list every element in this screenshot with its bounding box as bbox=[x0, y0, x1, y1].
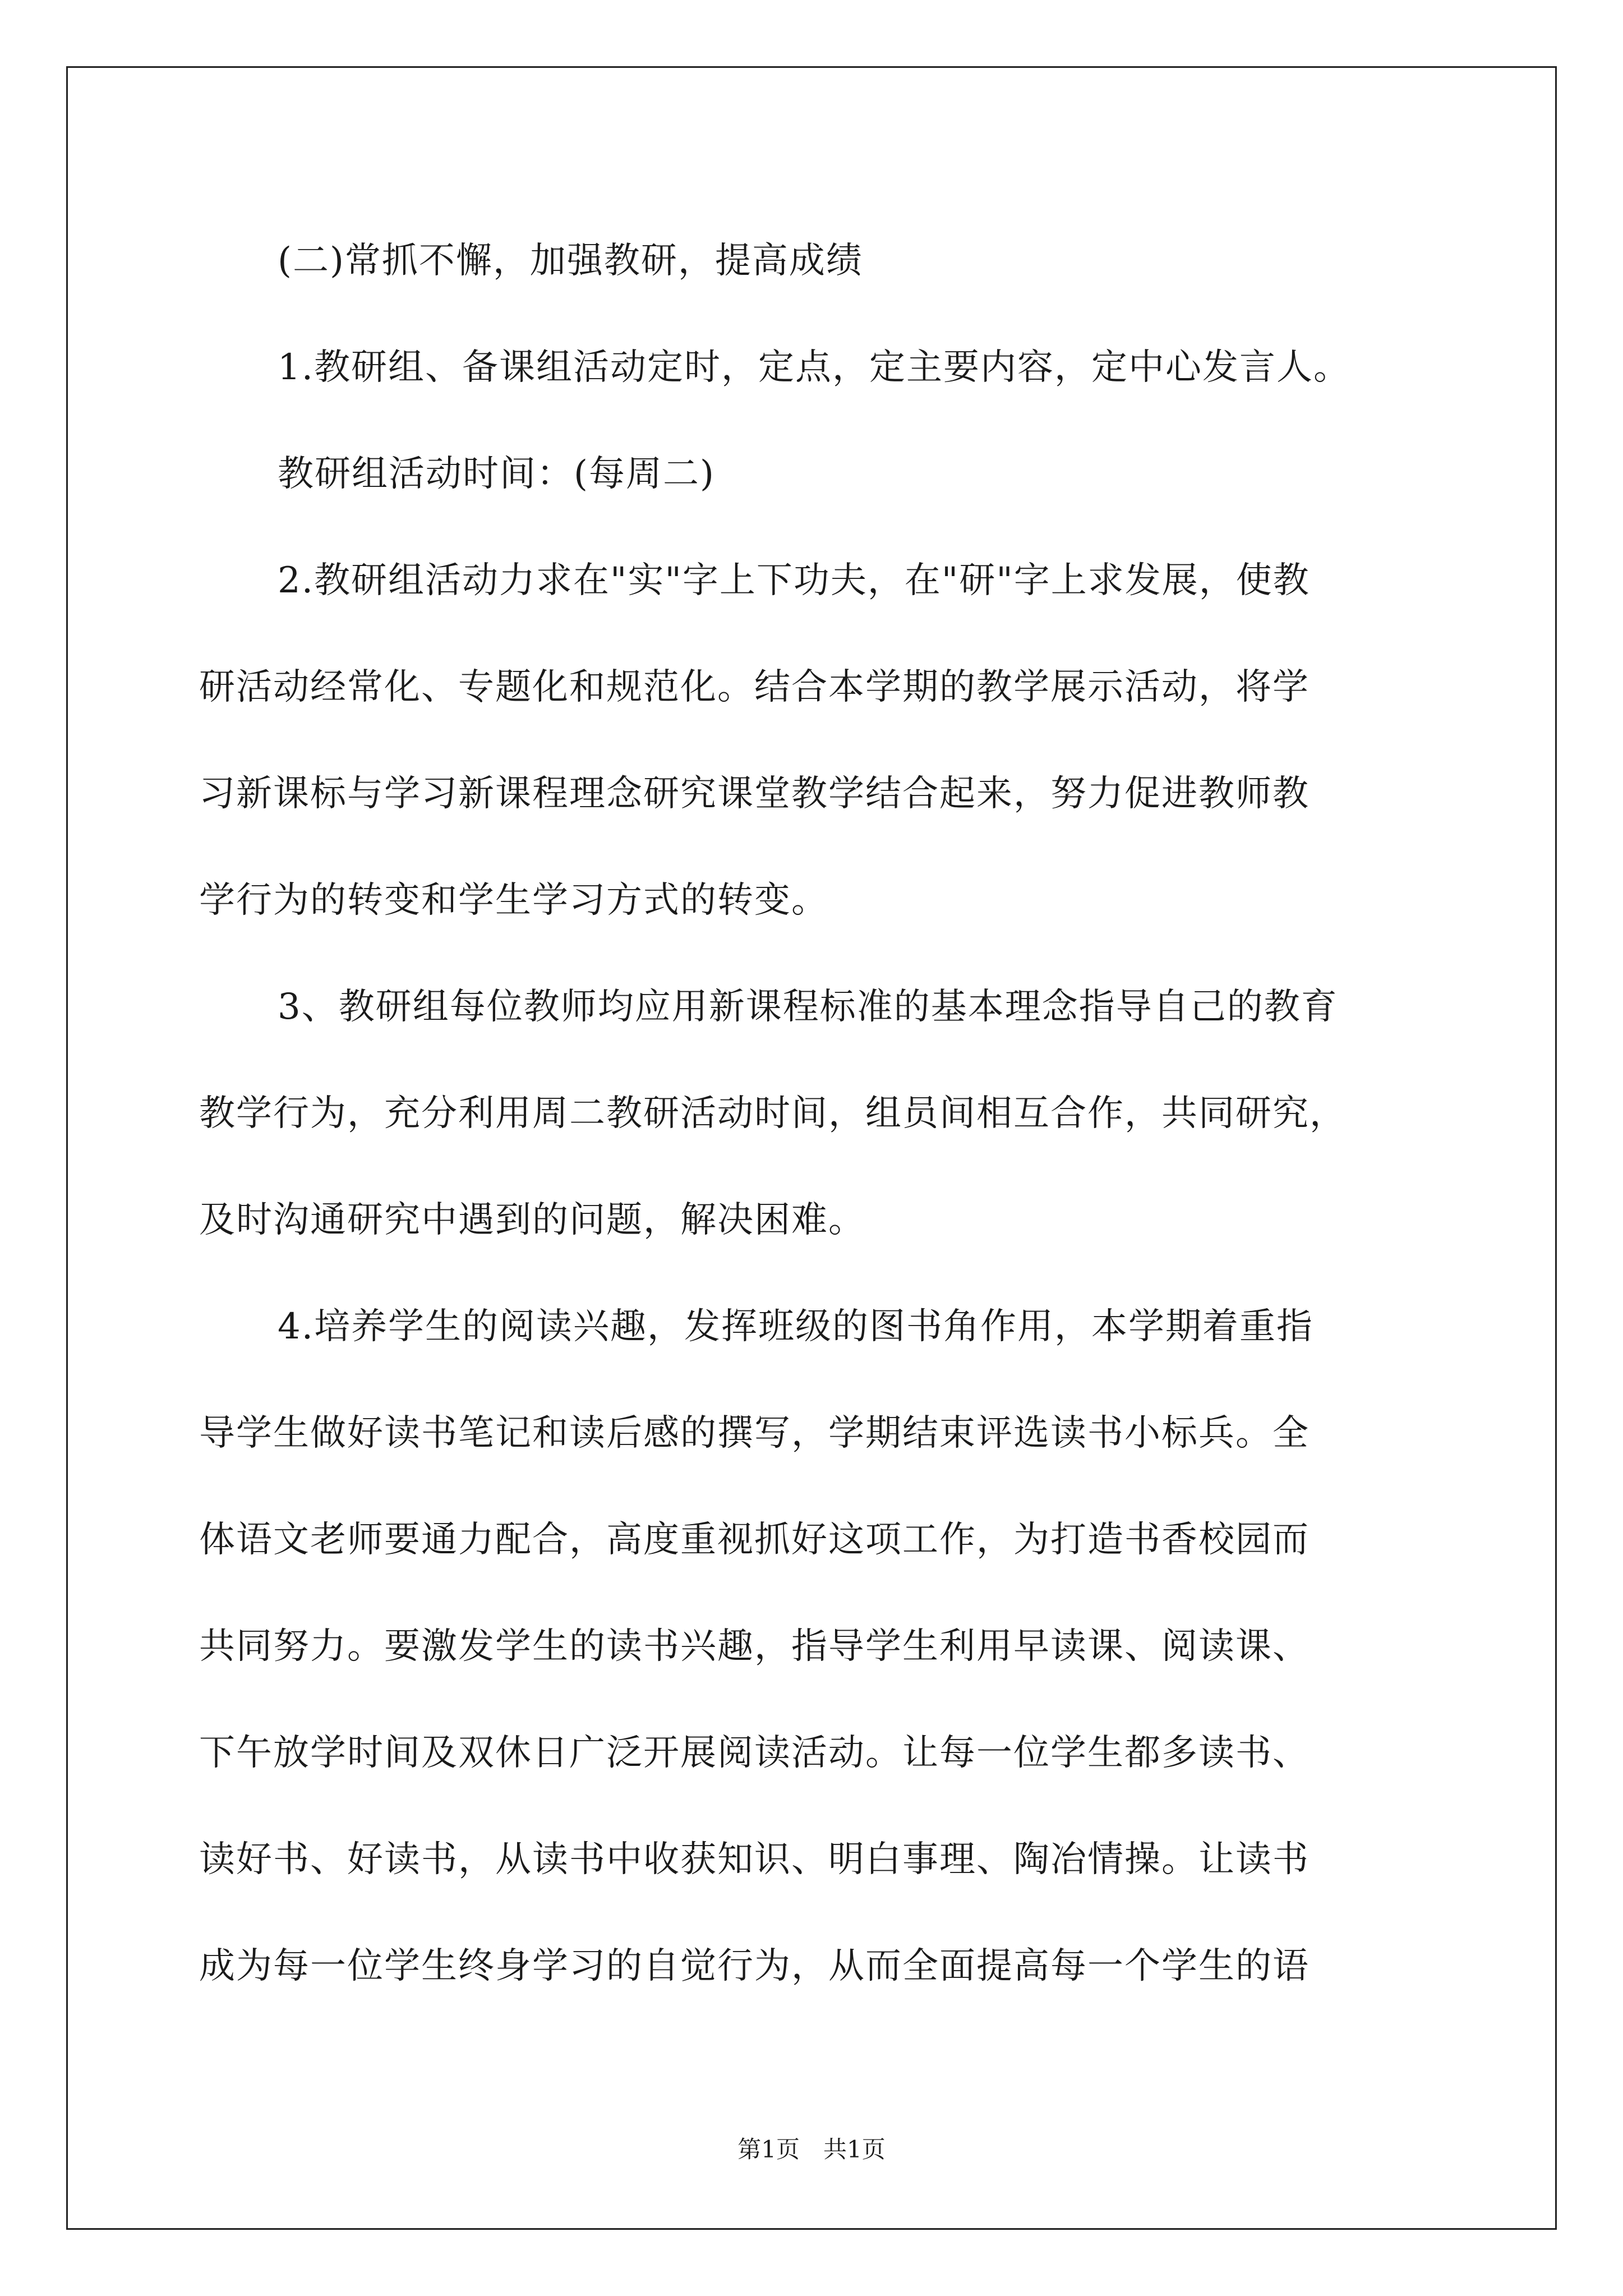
paragraph-line: 共同努力。要激发学生的读书兴趣，指导学生利用早读课、阅读课、 bbox=[199, 1626, 1310, 1667]
paragraph-line: 1.教研组、备课组活动定时，定点，定主要内容，定中心发言人。 bbox=[278, 347, 1351, 388]
section-heading: (二)常抓不懈，加强教研，提高成绩 bbox=[278, 240, 863, 282]
paragraph-line: 教学行为，充分利用周二教研活动时间，组员间相互合作，共同研究， bbox=[199, 1093, 1347, 1134]
paragraph-line: 4.培养学生的阅读兴趣，发挥班级的图书角作用，本学期着重指 bbox=[278, 1306, 1314, 1347]
paragraph-line: 习新课标与学习新课程理念研究课堂教学结合起来，努力促进教师教 bbox=[199, 773, 1310, 815]
paragraph-line: 研活动经常化、专题化和规范化。结合本学期的教学展示活动，将学 bbox=[199, 666, 1310, 708]
paragraph-line: 教研组活动时间：(每周二) bbox=[278, 453, 715, 495]
paragraph-line: 成为每一位学生终身学习的自觉行为，从而全面提高每一个学生的语 bbox=[199, 1945, 1310, 1987]
paragraph-line: 导学生做好读书笔记和读后感的撰写，学期结束评选读书小标兵。全 bbox=[199, 1412, 1310, 1454]
paragraph-line: 下午放学时间及双休日广泛开展阅读活动。让每一位学生都多读书、 bbox=[199, 1732, 1310, 1774]
document-body bbox=[199, 208, 1433, 2019]
paragraph-line: 3、教研组每位教师均应用新课程标准的基本理念指导自己的教育 bbox=[278, 986, 1338, 1028]
paragraph-line: 读好书、好读书，从读书中收获知识、明白事理、陶冶情操。让读书 bbox=[199, 1839, 1310, 1880]
paragraph-line: 体语文老师要通力配合，高度重视抓好这项工作，为打造书香校园而 bbox=[199, 1519, 1310, 1561]
paragraph-line: 2.教研组活动力求在"实"字上下功夫，在"研"字上求发展，使教 bbox=[278, 560, 1310, 601]
paragraph-line: 学行为的转变和学生学习方式的转变。 bbox=[199, 880, 828, 921]
page-number-footer: 第1页 共1页 bbox=[737, 2136, 886, 2163]
paragraph-line: 及时沟通研究中遇到的问题，解决困难。 bbox=[199, 1199, 865, 1241]
